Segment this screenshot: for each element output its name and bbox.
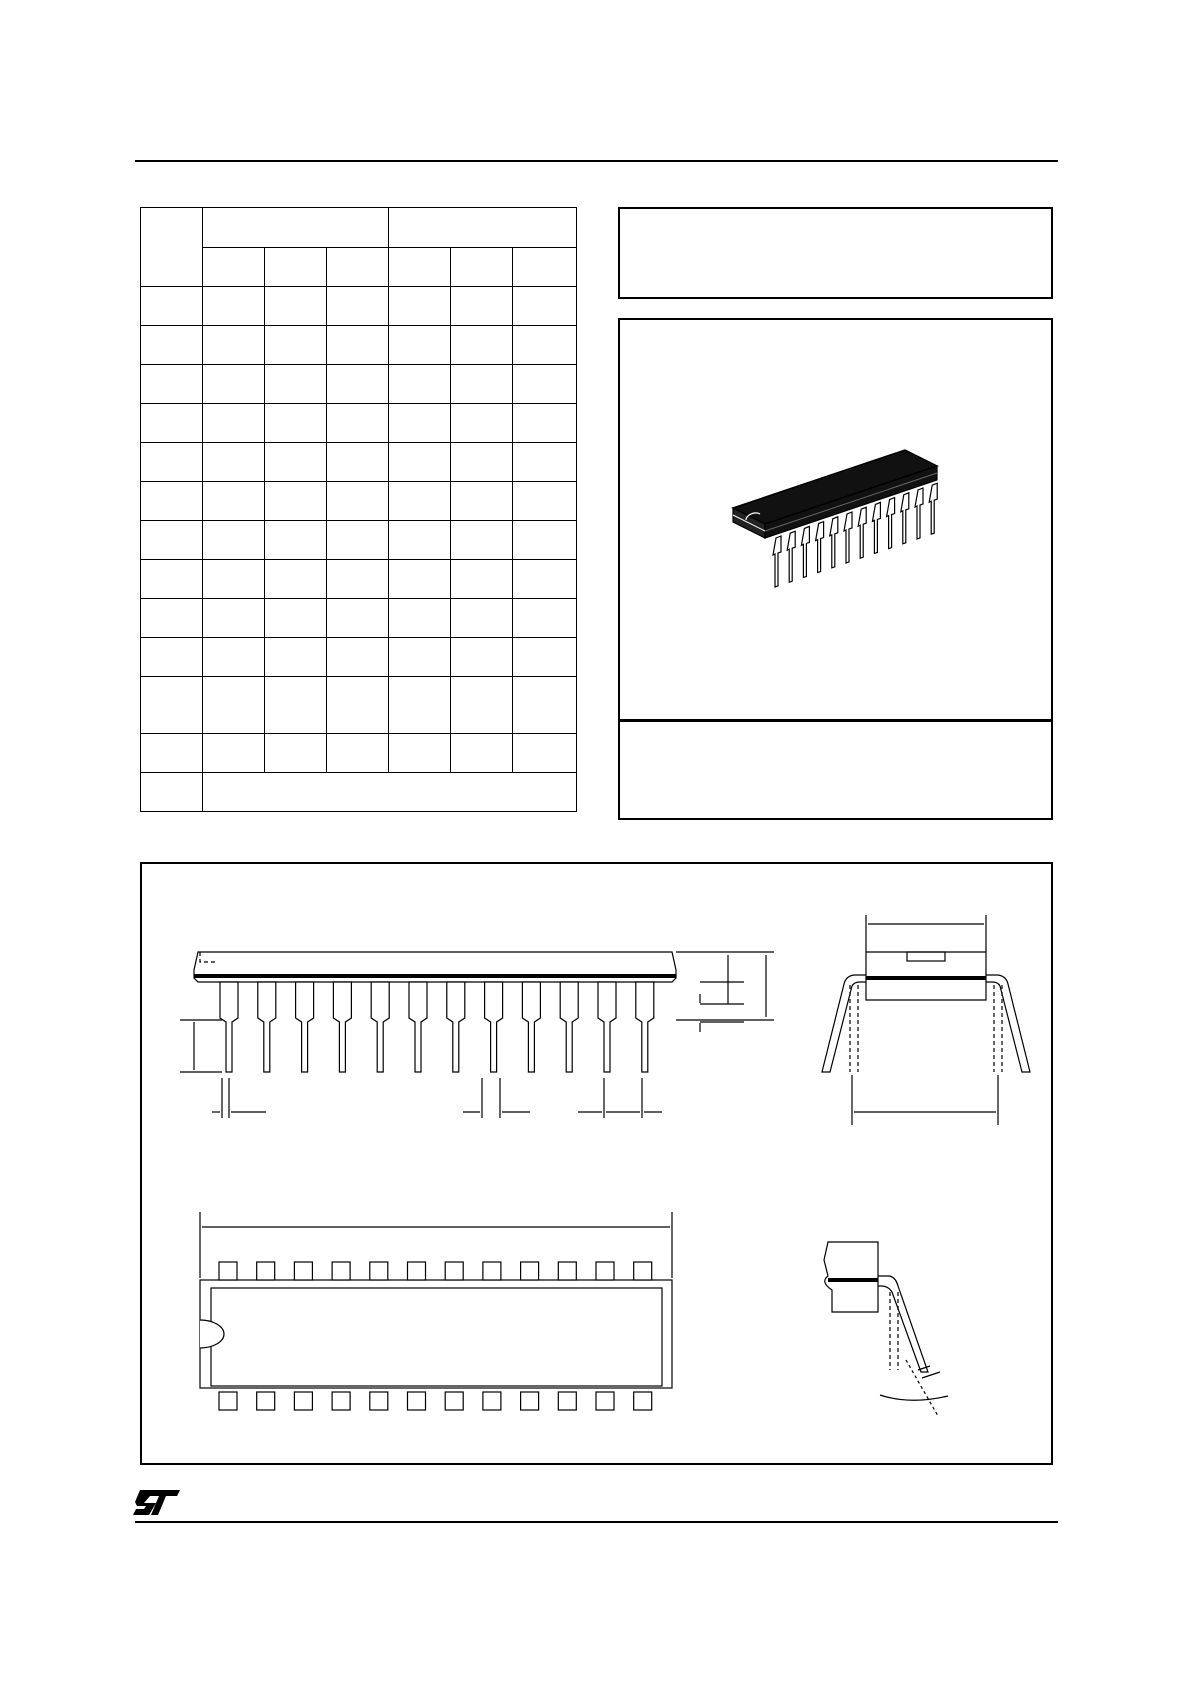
bottom-pad	[521, 1392, 539, 1410]
side-lead	[560, 982, 578, 1072]
bottom-pad	[257, 1392, 275, 1410]
side-lead	[333, 982, 351, 1072]
side-lead	[258, 982, 276, 1072]
top-pad	[483, 1262, 501, 1280]
side-lead	[485, 982, 503, 1072]
bottom-pad	[408, 1392, 426, 1410]
side-lead	[371, 982, 389, 1072]
top-pad	[408, 1262, 426, 1280]
st-logo-icon	[132, 1489, 182, 1517]
side-lead	[447, 982, 465, 1072]
side-lead	[220, 982, 238, 1072]
top-pad	[294, 1262, 312, 1280]
bottom-pad	[332, 1392, 350, 1410]
bottom-pad	[445, 1392, 463, 1410]
bottom-pad	[634, 1392, 652, 1410]
footer-rule	[135, 1521, 1058, 1523]
side-lead	[296, 982, 314, 1072]
top-pad	[558, 1262, 576, 1280]
top-pad	[332, 1262, 350, 1280]
side-lead	[522, 982, 540, 1072]
top-pad	[634, 1262, 652, 1280]
top-pad	[445, 1262, 463, 1280]
top-pad	[596, 1262, 614, 1280]
side-lead	[636, 982, 654, 1072]
bottom-pad	[558, 1392, 576, 1410]
bottom-pad	[219, 1392, 237, 1410]
top-pad	[370, 1262, 388, 1280]
top-pad	[219, 1262, 237, 1280]
top-pad	[257, 1262, 275, 1280]
bottom-pad	[294, 1392, 312, 1410]
bottom-pad	[596, 1392, 614, 1410]
top-pad	[521, 1262, 539, 1280]
side-lead	[598, 982, 616, 1072]
bottom-pad	[370, 1392, 388, 1410]
side-lead	[409, 982, 427, 1072]
bottom-pad	[483, 1392, 501, 1410]
